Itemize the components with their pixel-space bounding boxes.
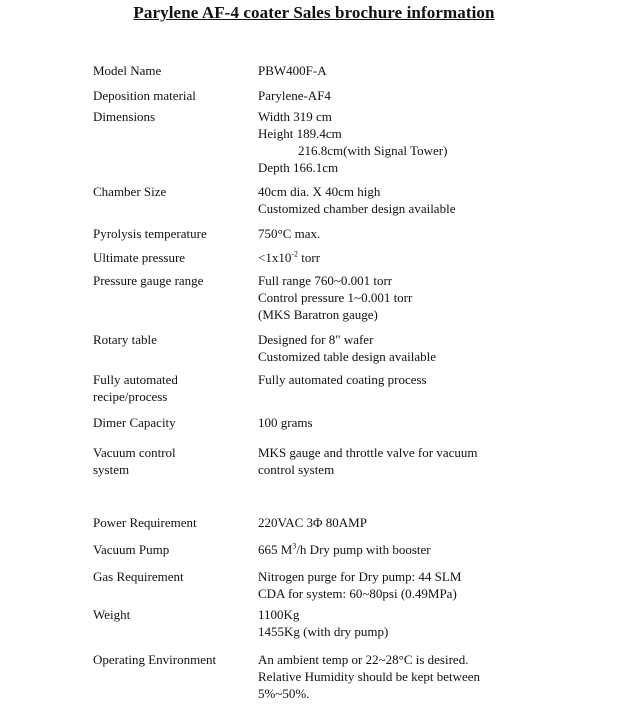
spec-value [258, 249, 548, 266]
spec-value: Fully automated coating process [258, 372, 427, 387]
spec-line: Customized table design available [258, 349, 436, 364]
spec-value: PBW400F-A [258, 63, 327, 78]
spec-value [258, 568, 548, 602]
spec-value: Parylene-AF4 [258, 88, 331, 103]
spec-value [258, 331, 548, 365]
spec-label [93, 371, 253, 405]
spec-value [258, 606, 548, 640]
dimension-height: Height 189.4cm [258, 126, 342, 141]
dimension-height-tower: 216.8cm(with Signal Tower) [298, 143, 448, 158]
value-exponent: 3 [292, 541, 297, 551]
spec-value [258, 272, 548, 323]
value-suffix: /h Dry pump with booster [296, 542, 431, 557]
spec-line: Full range 760~0.001 torr [258, 273, 393, 288]
label-line: recipe/process [93, 389, 168, 404]
spec-value: 100 grams [258, 415, 313, 430]
spec-value: 750°C max. [258, 226, 321, 241]
spec-label: Operating Environment [93, 652, 217, 667]
spec-label: Power Requirement [93, 515, 197, 530]
value-suffix: torr [298, 250, 321, 265]
spec-line: Customized chamber design available [258, 201, 456, 216]
spec-line: Relative Humidity should be kept between [258, 669, 481, 684]
dimension-width: Width 319 cm [258, 109, 332, 124]
spec-label: Deposition material [93, 88, 196, 103]
spec-line: 40cm dia. X 40cm high [258, 184, 381, 199]
value-prefix: 665 M [258, 542, 293, 557]
spec-line: 5%~50%. [258, 686, 310, 701]
label-line: Vacuum control [93, 445, 176, 460]
spec-value [258, 541, 548, 558]
spec-label: Dimer Capacity [93, 415, 176, 430]
spec-value: 220VAC 3Φ 80AMP [258, 515, 367, 530]
dimension-depth: Depth 166.1cm [258, 160, 339, 175]
value-exponent: -2 [291, 249, 299, 259]
label-line: system [93, 462, 130, 477]
spec-label: Rotary table [93, 332, 157, 347]
spec-label: Gas Requirement [93, 569, 184, 584]
spec-line: CDA for system: 60~80psi (0.49MPa) [258, 586, 457, 601]
spec-value [258, 444, 548, 478]
spec-line: An ambient temp or 22~28°C is desired. [258, 652, 469, 667]
spec-value [258, 651, 548, 702]
spec-label: Ultimate pressure [93, 250, 186, 265]
spec-label [93, 444, 253, 478]
spec-value [258, 108, 548, 176]
spec-line: Nitrogen purge for Dry pump: 44 SLM [258, 569, 462, 584]
spec-label: Vacuum Pump [93, 542, 170, 557]
page-title: Parylene AF-4 coater Sales brochure information [133, 3, 495, 22]
spec-label: Pressure gauge range [93, 273, 204, 288]
spec-line: Designed for 8" wafer [258, 332, 374, 347]
label-line: Fully automated [93, 372, 178, 387]
spec-line: Control pressure 1~0.001 torr [258, 290, 413, 305]
spec-line: 1455Kg (with dry pump) [258, 624, 389, 639]
spec-line: 1100Kg [258, 607, 300, 622]
spec-label: Dimensions [93, 109, 156, 124]
spec-line: MKS gauge and throttle valve for vacuum [258, 445, 478, 460]
value-prefix: <1x10 [258, 250, 292, 265]
spec-line: (MKS Baratron gauge) [258, 307, 378, 322]
spec-label: Chamber Size [93, 184, 167, 199]
spec-label: Weight [93, 607, 131, 622]
spec-value [258, 183, 548, 217]
spec-label: Model Name [93, 63, 162, 78]
spec-label: Pyrolysis temperature [93, 226, 207, 241]
spec-line: control system [258, 462, 335, 477]
